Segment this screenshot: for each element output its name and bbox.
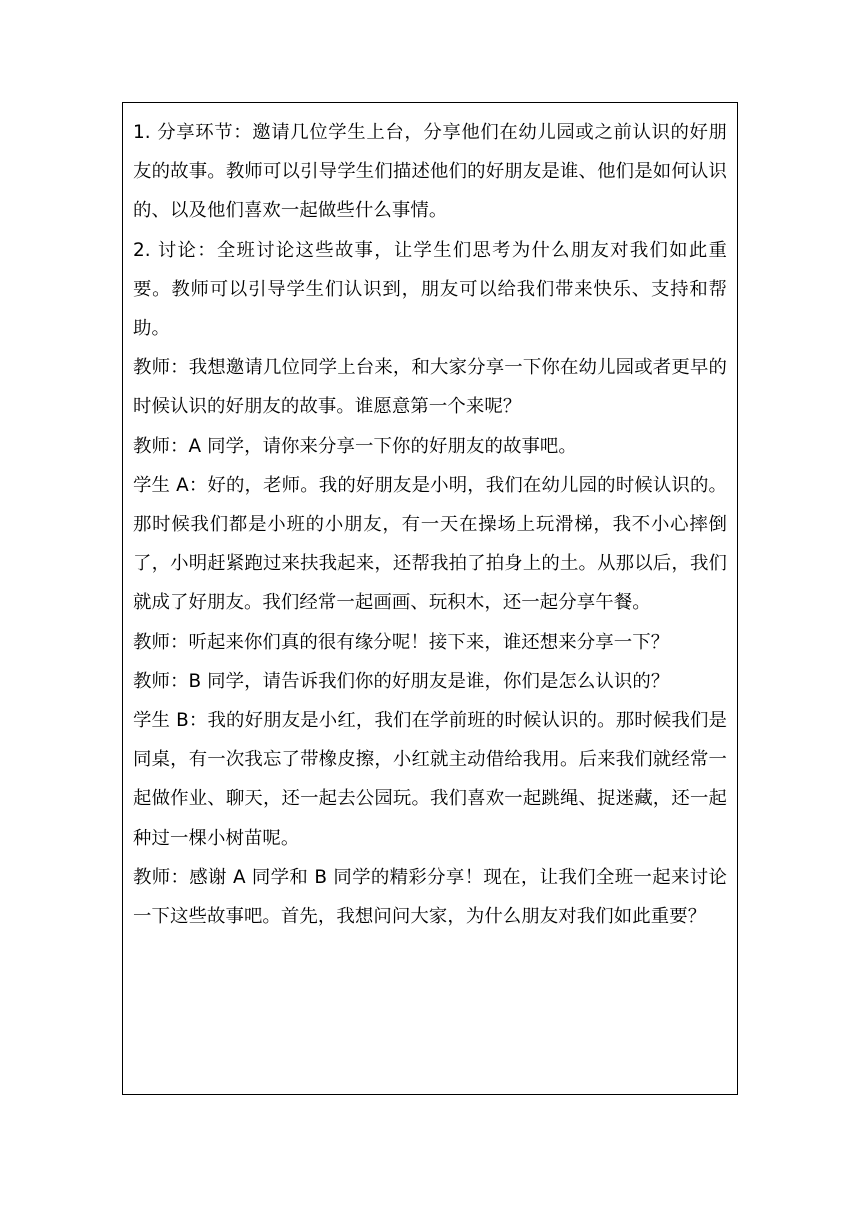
paragraph-sharing-step: 1. 分享环节：邀请几位学生上台，分享他们在幼儿园或之前认识的好朋友的故事。教师可以引导学生们描述他们的好朋友是谁、他们是如何认识的、以及他们喜欢一起做些什么事情。 (133, 122, 727, 222)
paragraph-teacher-invite: 教师：我想邀请几位同学上台来，和大家分享一下你在幼儿园或者更早的时候认识的好朋友的故事。谁愿意第一个来呢？ (133, 357, 727, 418)
paragraph-student-b: 学生 B：我的好朋友是小红，我们在学前班的时候认识的。那时候我们是同桌，有一次我忘了带橡皮擦，小红就主动借给我用。后来我们就经常一起做作业、聊天，还一起去公园玩。我们喜欢一起跳绳、捉迷藏，还一起种过一棵小树苗呢。 (133, 710, 727, 849)
paragraph-discussion-step: 2. 讨论：全班讨论这些故事，让学生们思考为什么朋友对我们如此重要。教师可以引导学生们认识到，朋友可以给我们带来快乐、支持和帮助。 (133, 239, 727, 340)
paragraph-teacher-call-b: 教师：B 同学，请告诉我们你的好朋友是谁，你们是怎么认识的？ (133, 670, 670, 692)
paragraph-teacher-response: 教师：听起来你们真的很有缘分呢！接下来，谁还想来分享一下？ (133, 631, 670, 653)
paragraph-teacher-discussion: 教师：感谢 A 同学和 B 同学的精彩分享！现在，让我们全班一起来讨论一下这些故事吧。首先，我想问问大家，为什么朋友对我们如此重要？ (133, 866, 727, 928)
document-body (123, 103, 737, 936)
paragraph-teacher-call-a: 教师：A 同学，请你来分享一下你的好朋友的故事吧。 (133, 435, 577, 457)
document-table-cell (122, 102, 738, 1095)
paragraph-student-a: 学生 A：好的，老师。我的好朋友是小明，我们在幼儿园的时候认识的。那时候我们都是小班的小朋友，有一天在操场上玩滑梯，我不小心摔倒了，小明赶紧跑过来扶我起来，还帮我拍了拍身上的土。从那以后，我们就成了好朋友。我们经常一起画画、玩积木，还一起分享午餐。 (133, 474, 727, 614)
